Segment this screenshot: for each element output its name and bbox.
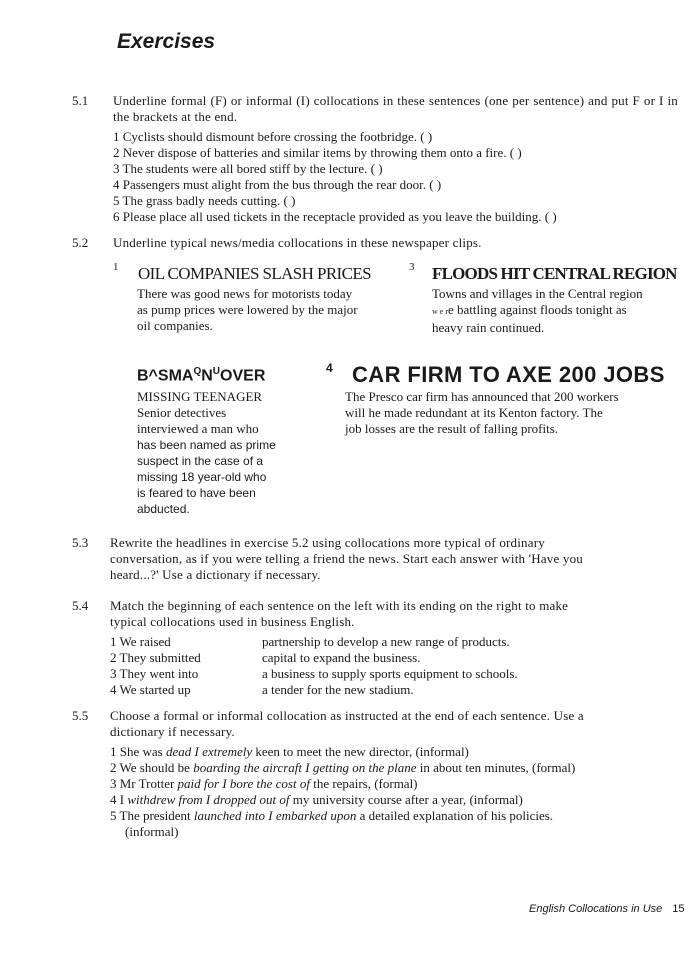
footer-book-title: English Collocations in Use 15 — [529, 903, 685, 915]
clip-headline: CAR FIRM TO AXE 200 JOBS — [352, 362, 665, 387]
clip-headline: $B\^{}SMA^QN^UOVER$ — [137, 366, 266, 385]
match-right: capital to expand the business. — [262, 650, 421, 665]
list-item: 3 Mr Trotter paid for I bore the cost of the repairs, (formal) — [110, 776, 418, 791]
exercise-number: 5.2 — [72, 235, 89, 250]
match-left: 3 They went into — [110, 666, 199, 681]
exercise-instruction: Match the beginning of each sentence on the left with its ending on the right to make typical collocations used in business English. — [110, 598, 569, 629]
list-item: 5 The president launched into I embarked upon a detailed explanation of his policies. — [110, 808, 554, 823]
match-right: partnership to develop a new range of products. — [262, 634, 510, 649]
match-left: 2 They submitted — [110, 650, 201, 665]
list-item: 1 She was dead I extremely keen to meet the new director, (informal) — [110, 744, 469, 759]
clip-number: 4 — [326, 361, 333, 375]
clip-body: Towns and villages in the Central region w e re battling against floods tonight as heavy rain continued. — [432, 286, 643, 335]
exercise-instruction: Underline formal (F) or informal (I) collocations in these sentences (one per sentence) and put F or I in the brackets at the end. — [113, 93, 678, 124]
exercise-number: 5.3 — [72, 535, 89, 550]
match-left: 1 We raised — [110, 634, 171, 649]
page-number: 15 — [672, 903, 685, 915]
match-right: a business to supply sports equipment to schools. — [262, 666, 518, 681]
list-item-continuation: (informal) — [125, 824, 179, 839]
exercise-instruction: Underline typical news/media collocations in these newspaper clips. — [113, 235, 482, 250]
exercise-instruction: Rewrite the headlines in exercise 5.2 using collocations more typical of ordinary conversation, as if you were telling a friend the news. Start each answer with 'Have you heard...?' Use a dictionary if necessary. — [110, 535, 583, 582]
exercise-instruction: Choose a formal or informal collocation as instructed at the end of each sentence. Use a dictionary if necessary. — [110, 708, 584, 739]
exercise-number: 5.4 — [72, 598, 89, 613]
exercise-number: 5.1 — [72, 93, 89, 108]
list-item: 2 We should be boarding the aircraft I getting on the plane in about ten minutes, (formal) — [110, 760, 576, 775]
clip-body: The Presco car firm has announced that 200 workers will he made redundant at its Kenton factory. The job losses are the result of falling profits. — [345, 389, 619, 436]
clip-number: 3 — [409, 261, 415, 273]
list-item: 2 Never dispose of batteries and similar items by throwing them onto a fire. ( ) — [113, 145, 522, 160]
list-item: 1 Cyclists should dismount before crossing the footbridge. ( ) — [113, 129, 433, 144]
list-item: 6 Please place all used tickets in the receptacle provided as you leave the building. ( ) — [113, 209, 557, 224]
list-item: 5 The grass badly needs cutting. ( ) — [113, 193, 296, 208]
clip-body: MISSING TEENAGER Senior detectives interviewed a man who has been named as prime suspect in the case of a missing 18 year-old who is feared to have been abducted. — [137, 389, 276, 516]
page-title: Exercises — [117, 30, 216, 53]
list-item: 3 The students were all bored stiff by the lecture. ( ) — [113, 161, 383, 176]
match-right: a tender for the new stadium. — [262, 682, 414, 697]
clip-number: 1 — [113, 261, 119, 273]
list-item: 4 Passengers must alight from the bus through the rear door. ( ) — [113, 177, 442, 192]
list-item: 4 I withdrew from I dropped out of my university course after a year, (informal) — [110, 792, 523, 807]
clip-headline: FLOODS HIT CENTRAL REGION — [432, 264, 677, 283]
clip-body: There was good news for motorists today as pump prices were lowered by the major oil companies. — [137, 286, 358, 333]
match-left: 4 We started up — [110, 682, 191, 697]
clip-headline: OIL COMPANIES SLASH PRICES — [138, 264, 372, 283]
exercise-number: 5.5 — [72, 708, 89, 723]
